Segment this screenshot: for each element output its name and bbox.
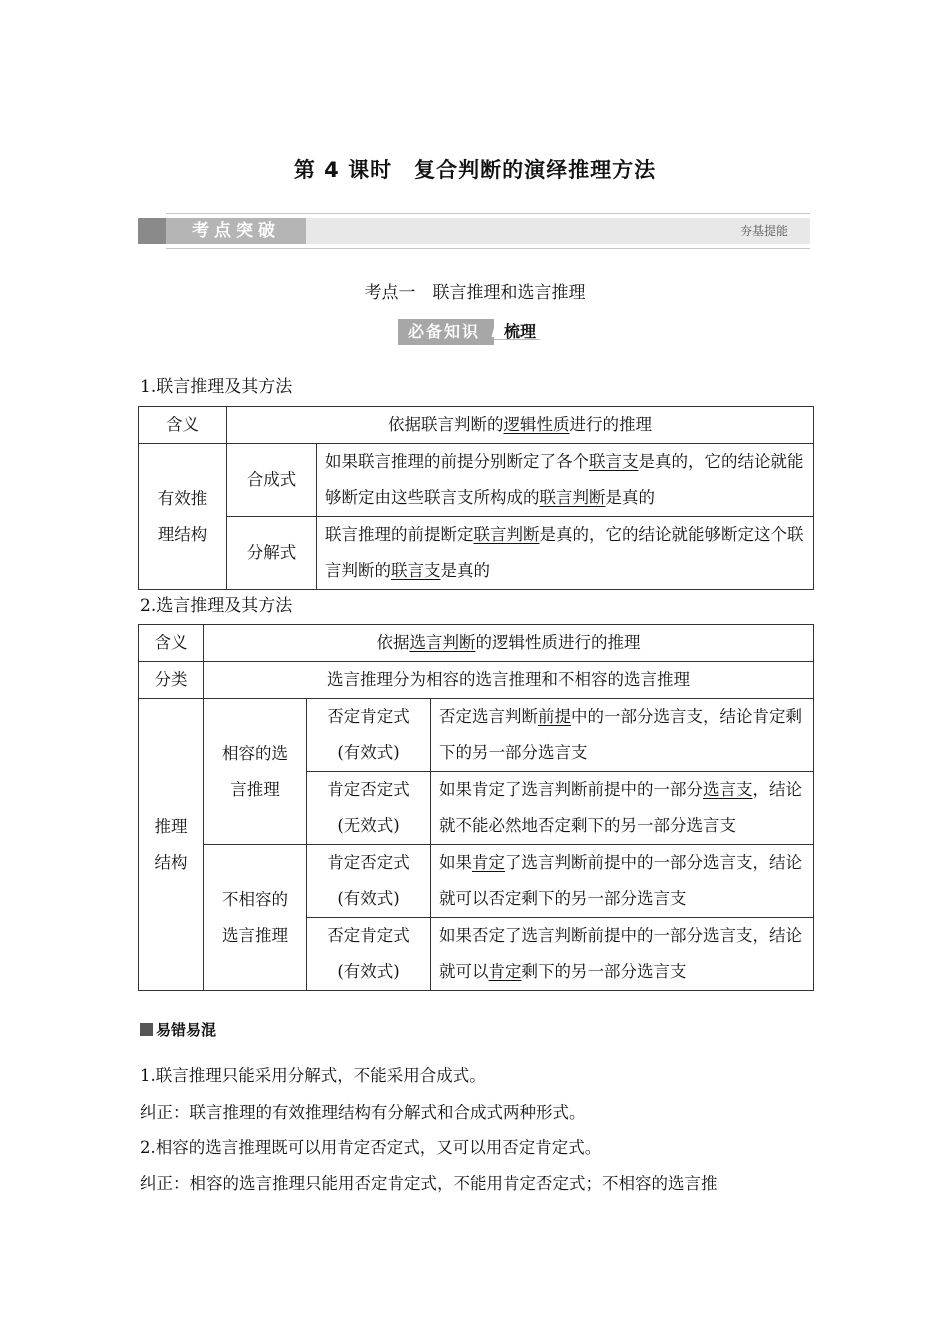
badge-right: 梳理 [504,322,537,341]
t1-meaning-head: 含义 [139,407,227,444]
section-title: 考点一 联言推理和选言推理 [364,283,586,303]
t2-d-form: 否定肯定式 (有效式) [307,918,431,991]
banner-right-label: 夯基提能 [739,224,788,238]
page-title: 第 4 课时 复合判断的演绎推理方法 [293,158,657,182]
correction-1: 纠正：联言推理的有效推理结构有分解式和合成式两种形式。 [140,1103,586,1122]
t2-d-text: 如果否定了选言判断前提中的一部分选言支，结论就可以肯定剩下的另一部分选言支 [431,918,814,991]
t1-meaning-text: 依据联言判断的逻辑性质进行的推理 [227,407,814,444]
t1-decomposition-head: 分解式 [227,517,317,590]
note-heading: 易错易混 [140,1019,216,1040]
t1-synthesis-head: 合成式 [227,444,317,517]
t2-meaning-head: 含义 [139,625,204,662]
banner-marker [138,218,166,244]
section-banner [138,213,810,249]
banner-top-line [166,213,810,214]
conjunctive-table [138,406,814,590]
t1-group-head: 有效推理结构 [139,444,227,590]
item-1: 1.联言推理只能采用分解式，不能采用合成式。 [140,1066,486,1085]
heading-disjunctive: 2.选言推理及其方法 [140,596,293,616]
t2-class-head: 分类 [139,662,204,699]
t2-incompatible-head: 不相容的选言推理 [204,845,307,991]
badge-left: 必备知识 [398,319,494,345]
disjunctive-table [138,624,814,991]
t2-a-form: 否定肯定式 (有效式) [307,699,431,772]
banner-label: 考点突破 [166,218,306,244]
t1-synthesis-text: 如果联言推理的前提分别断定了各个联言支是真的，它的结论就能够断定由这些联言支所构成的联言判断是真的 [317,444,814,517]
t1-decomposition-text: 联言推理的前提断定联言判断是真的，它的结论就能够断定这个联言判断的联言支是真的 [317,517,814,590]
item-2: 2.相容的选言推理既可以用肯定否定式，又可以用否定肯定式。 [140,1138,602,1157]
t2-b-text: 如果肯定了选言判断前提中的一部分选言支，结论就不能必然地否定剩下的另一部分选言支 [431,772,814,845]
t2-b-form: 肯定否定式 (无效式) [307,772,431,845]
t2-class-text: 选言推理分为相容的选言推理和不相容的选言推理 [204,662,814,699]
note-square-icon [140,1023,153,1036]
banner-bottom-line [166,248,810,249]
knowledge-badge [398,311,540,340]
heading-conjunctive: 1.联言推理及其方法 [140,377,293,397]
correction-2: 纠正：相容的选言推理只能用否定肯定式，不能用肯定否定式；不相容的选言推 [140,1174,718,1193]
t2-group-head: 推理结构 [139,699,204,991]
t2-meaning-text: 依据选言判断的逻辑性质进行的推理 [204,625,814,662]
t2-c-text: 如果肯定了选言判断前提中的一部分选言支，结论就可以否定剩下的另一部分选言支 [431,845,814,918]
t2-a-text: 否定选言判断前提中的一部分选言支，结论肯定剩下的另一部分选言支 [431,699,814,772]
t2-compatible-head: 相容的选言推理 [204,699,307,845]
t2-c-form: 肯定否定式 (有效式) [307,845,431,918]
